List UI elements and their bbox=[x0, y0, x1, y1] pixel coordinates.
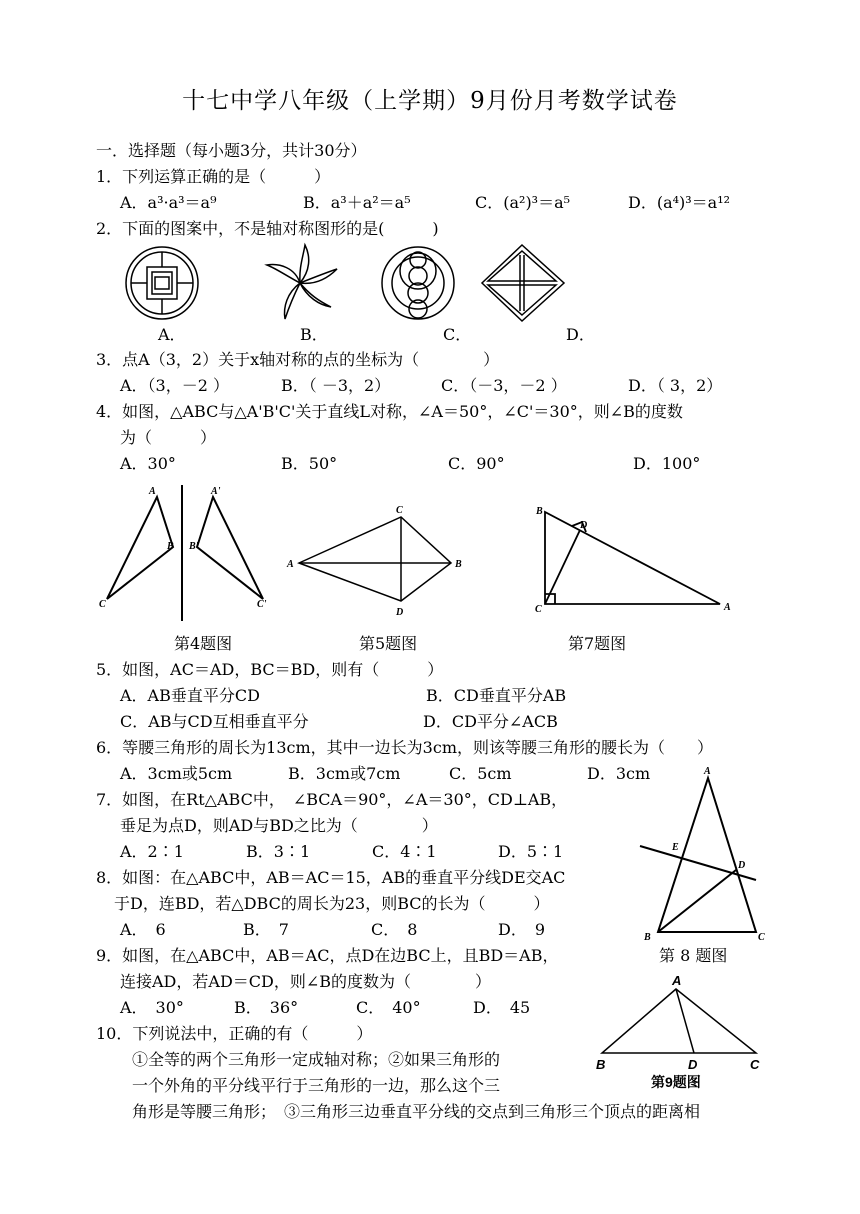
q2-option-c: C． bbox=[443, 325, 472, 344]
q5-option-b: B．CD垂直平分AB bbox=[426, 686, 567, 705]
fig9-label-d: D bbox=[688, 1057, 698, 1072]
q9-option-b: B． 36° bbox=[234, 998, 299, 1017]
figure-9-triangle bbox=[590, 973, 770, 1073]
fig8-label-a: A bbox=[704, 766, 711, 777]
fig7-label-c: C bbox=[535, 604, 542, 615]
q9-stem-cont: 连接AD，若AD＝CD，则∠B的度数为（ ） bbox=[120, 972, 492, 991]
q6-option-c: C．5cm bbox=[449, 764, 512, 783]
fig9-label-c: C bbox=[750, 1057, 760, 1072]
q3-option-a: A．（3，－2 ） bbox=[120, 376, 230, 395]
q4-option-b: B．50° bbox=[281, 454, 338, 473]
figure-4-symmetric-triangles bbox=[95, 483, 275, 623]
fig4-label-a: A bbox=[149, 486, 156, 497]
q2-option-d: D． bbox=[566, 325, 595, 344]
q10-line2: 一个外角的平分线平行于三角形的一边，那么这个三 bbox=[132, 1076, 501, 1095]
q4-option-c: C．90° bbox=[448, 454, 505, 473]
q3-option-d: D．（ 3，2） bbox=[628, 376, 723, 395]
section-heading: 一．选择题（每小题3分，共计30分） bbox=[96, 141, 367, 160]
q5-option-d: D．CD平分∠ACB bbox=[423, 712, 558, 731]
fig4-label-a-prime: A' bbox=[211, 486, 221, 497]
q2-option-a: A． bbox=[158, 325, 186, 344]
fig9-caption: 第9题图 bbox=[651, 1074, 701, 1090]
q1-option-b: B．a³＋a²＝a⁵ bbox=[303, 193, 411, 212]
q10-line3: 角形是等腰三角形； ③三角形三边垂直平分线的交点到三角形三个顶点的距离相 bbox=[132, 1102, 701, 1121]
fig8-label-d: D bbox=[738, 860, 746, 871]
q6-stem: 6．等腰三角形的周长为13cm，其中一边长为3cm，则该等腰三角形的腰长为（ ） bbox=[96, 738, 713, 757]
fig4-label-b-prime: B' bbox=[189, 541, 199, 552]
fig8-label-e: E bbox=[672, 842, 679, 853]
q8-stem: 8．如图：在△ABC中，AB＝AC＝15，AB的垂直平分线DE交AC bbox=[96, 868, 566, 887]
q5-option-a: A．AB垂直平分CD bbox=[120, 686, 260, 705]
nested-circles-figure bbox=[380, 243, 460, 323]
q9-option-d: D． 45 bbox=[473, 998, 531, 1017]
fig5-label-a: A bbox=[287, 559, 294, 570]
q4-stem: 4．如图，△ABC与△A'B'C'关于直线L对称，∠A＝50°，∠C'＝30°，则∠B的度数 bbox=[96, 402, 683, 421]
q2-stem: 2．下面的图案中，不是轴对称图形的是( ) bbox=[96, 219, 439, 238]
q9-option-a: A． 30° bbox=[120, 998, 184, 1017]
fig7-label-d: D bbox=[580, 520, 588, 531]
fig4-caption: 第4题图 bbox=[174, 634, 233, 653]
q6-option-a: A．3cm或5cm bbox=[120, 764, 233, 783]
q4-option-d: D．100° bbox=[633, 454, 701, 473]
q9-stem: 9．如图，在△ABC中，AB＝AC，点D在边BC上，且BD＝AB， bbox=[96, 946, 559, 965]
q7-stem-cont: 垂足为点D，则AD与BD之比为（ ） bbox=[120, 816, 438, 835]
q4-option-a: A．30° bbox=[120, 454, 176, 473]
q8-stem-cont: 于D，连BD，若△DBC的周长为23，则BC的长为（ ） bbox=[114, 894, 550, 913]
q8-option-b: B． 7 bbox=[243, 920, 289, 939]
fig5-caption: 第5题图 bbox=[359, 634, 418, 653]
q7-option-a: A．2∶1 bbox=[120, 842, 184, 861]
diamond-figure bbox=[480, 243, 570, 323]
q6-option-b: B．3cm或7cm bbox=[288, 764, 401, 783]
q3-stem: 3．点A（3，2）关于x轴对称的点的坐标为（ ） bbox=[96, 350, 500, 369]
fig5-label-d: D bbox=[396, 607, 404, 618]
q2-option-b: B． bbox=[300, 325, 328, 344]
fig7-label-b: B bbox=[536, 506, 543, 517]
q8-option-c: C． 8 bbox=[371, 920, 418, 939]
q8-option-a: A． 6 bbox=[120, 920, 166, 939]
pinwheel-figure bbox=[255, 243, 345, 323]
fig9-label-a: A bbox=[672, 973, 682, 988]
q7-option-c: C．4∶1 bbox=[372, 842, 437, 861]
q3-option-b: B．（ －3，2） bbox=[281, 376, 391, 395]
q10-line1: ①全等的两个三角形一定成轴对称；②如果三角形的 bbox=[132, 1050, 501, 1069]
fig4-label-c-prime: C' bbox=[257, 599, 267, 610]
q7-stem: 7．如图，在Rt△ABC中， ∠BCA＝90°，∠A＝30°，CD⊥AB， bbox=[96, 790, 568, 809]
fig5-label-c: C bbox=[396, 505, 403, 516]
q1-option-d: D．(a⁴)³＝a¹² bbox=[628, 193, 731, 212]
fig7-caption: 第7题图 bbox=[568, 634, 627, 653]
q9-option-c: C． 40° bbox=[356, 998, 421, 1017]
fig4-label-c: C bbox=[99, 599, 106, 610]
page-title: 十七中学八年级（上学期）9月份月考数学试卷 bbox=[182, 88, 678, 114]
fig5-label-b: B bbox=[455, 559, 462, 570]
fig4-label-b: B bbox=[167, 541, 174, 552]
q5-option-c: C．AB与CD互相垂直平分 bbox=[120, 712, 309, 731]
q8-option-d: D． 9 bbox=[498, 920, 546, 939]
q1-stem: 1．下列运算正确的是（ ） bbox=[96, 167, 331, 186]
q7-option-d: D．5∶1 bbox=[498, 842, 564, 861]
coin-pattern-figure bbox=[125, 243, 205, 323]
figure-8-isosceles-triangle bbox=[638, 762, 768, 947]
figure-7-right-triangle bbox=[530, 500, 740, 618]
fig8-label-b: B bbox=[644, 932, 651, 943]
q5-stem: 5．如图，AC＝AD，BC＝BD，则有（ ） bbox=[96, 660, 444, 679]
q3-option-c: C．（－3，－2 ） bbox=[441, 376, 567, 395]
figure-5-kite bbox=[285, 503, 465, 623]
q10-stem: 10．下列说法中，正确的有（ ） bbox=[96, 1024, 373, 1043]
fig8-label-c: C bbox=[758, 932, 765, 943]
q6-option-d: D．3cm bbox=[587, 764, 651, 783]
q1-option-a: A．a³·a³＝a⁹ bbox=[120, 193, 217, 212]
q1-option-c: C．(a²)³＝a⁵ bbox=[475, 193, 571, 212]
fig7-label-a: A bbox=[724, 602, 731, 613]
q7-option-b: B．3∶1 bbox=[246, 842, 311, 861]
fig9-label-b: B bbox=[596, 1057, 606, 1072]
fig8-caption: 第 8 题图 bbox=[659, 946, 728, 965]
q4-stem-cont: 为（ ） bbox=[120, 428, 217, 447]
